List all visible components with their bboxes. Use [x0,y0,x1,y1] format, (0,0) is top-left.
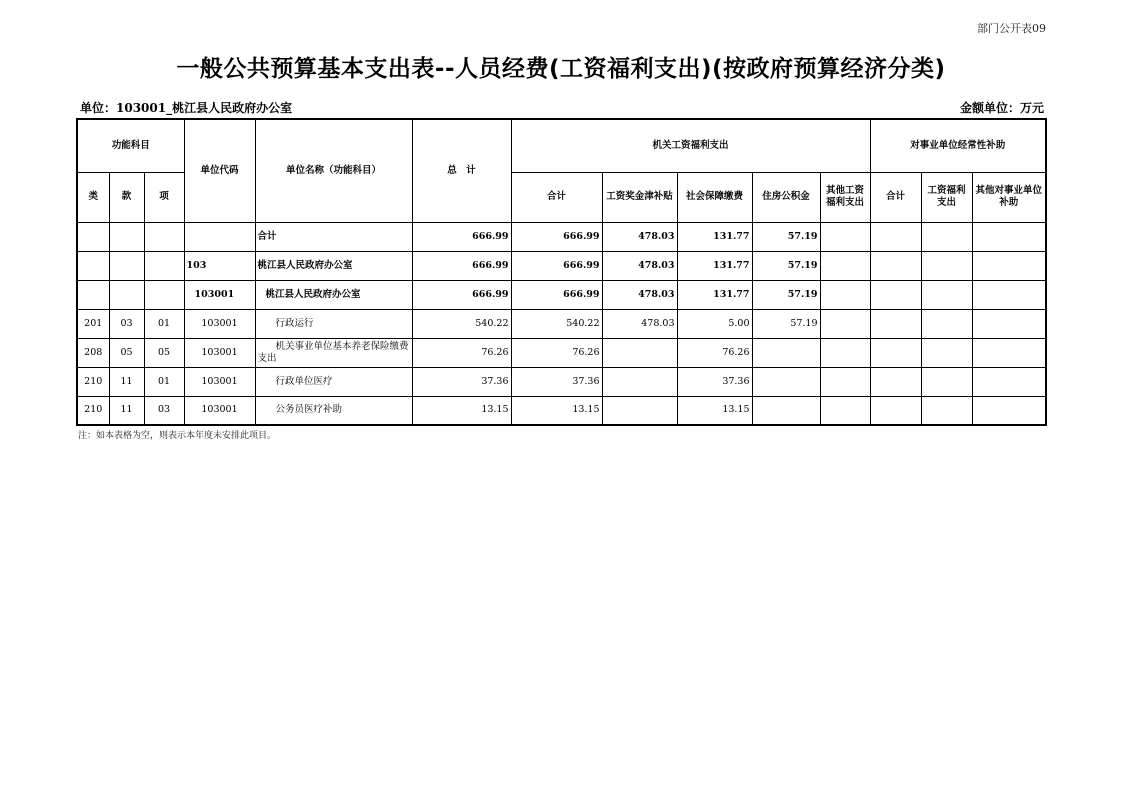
cell-gov-housing [752,367,820,396]
cell-kuan: 11 [109,396,144,425]
cell-gov-total: 666.99 [511,280,602,309]
cell-lei: 201 [77,309,109,338]
cell-inst-wage [921,309,972,338]
cell-gov-total: 666.99 [511,222,602,251]
cell-kuan [109,251,144,280]
cell-gov-housing: 57.19 [752,222,820,251]
header-inst-total: 合计 [870,172,921,222]
cell-name: 桃江县人民政府办公室 [255,280,412,309]
cell-gov-other [820,338,870,367]
cell-inst-total [870,222,921,251]
cell-kuan [109,280,144,309]
cell-code: 103001 [184,367,255,396]
header-xiang: 项 [144,172,184,222]
cell-total: 540.22 [412,309,511,338]
cell-gov-total: 540.22 [511,309,602,338]
cell-inst-wage [921,338,972,367]
cell-gov-other [820,222,870,251]
cell-gov-other [820,367,870,396]
cell-gov-wage: 478.03 [602,222,677,251]
table-row [77,338,1046,367]
header-gov-other: 其他工资福利支出 [820,172,870,222]
cell-inst-other [972,222,1046,251]
cell-inst-total [870,338,921,367]
cell-code: 103001 [184,309,255,338]
cell-gov-wage: 478.03 [602,280,677,309]
cell-name: 机关事业单位基本养老保险缴费支出 [255,338,412,367]
cell-code: 103001 [184,338,255,367]
cell-code: 103001 [184,280,255,309]
form-number-tag: 部门公开表09 [977,22,1046,35]
cell-name: 行政单位医疗 [255,367,412,396]
cell-gov-social: 5.00 [677,309,752,338]
cell-inst-other [972,338,1046,367]
table-row [77,309,1046,338]
header-gov-total: 合计 [511,172,602,222]
cell-gov-wage: 478.03 [602,309,677,338]
cell-name: 桃江县人民政府办公室 [255,251,412,280]
cell-gov-total: 76.26 [511,338,602,367]
cell-total: 666.99 [412,280,511,309]
currency-unit-label: 金额单位：万元 [959,101,1044,115]
cell-gov-other [820,396,870,425]
cell-gov-total: 666.99 [511,251,602,280]
cell-name: 行政运行 [255,309,412,338]
header-gov-housing: 住房公积金 [752,172,820,222]
page-title: 一般公共预算基本支出表--人员经费(工资福利支出)(按政府预算经济分类) [176,56,946,82]
cell-xiang: 01 [144,309,184,338]
cell-inst-wage [921,367,972,396]
cell-gov-housing: 57.19 [752,280,820,309]
cell-gov-total: 13.15 [511,396,602,425]
cell-xiang: 03 [144,396,184,425]
header-total: 总 计 [412,119,511,222]
cell-gov-housing: 57.19 [752,251,820,280]
cell-inst-other [972,280,1046,309]
cell-gov-wage [602,338,677,367]
cell-lei [77,251,109,280]
cell-kuan [109,222,144,251]
header-institution-subsidy-group: 对事业单位经常性补助 [870,119,1046,172]
cell-total: 13.15 [412,396,511,425]
cell-gov-housing [752,338,820,367]
header-unit-name: 单位名称（功能科目） [255,119,412,222]
cell-xiang: 01 [144,367,184,396]
header-unit-code: 单位代码 [184,119,255,222]
cell-kuan: 05 [109,338,144,367]
cell-inst-wage [921,280,972,309]
cell-kuan: 03 [109,309,144,338]
cell-gov-other [820,309,870,338]
cell-code [184,222,255,251]
cell-gov-wage: 478.03 [602,251,677,280]
header-kuan: 款 [109,172,144,222]
cell-xiang [144,251,184,280]
cell-total: 76.26 [412,338,511,367]
cell-gov-housing [752,396,820,425]
cell-total: 37.36 [412,367,511,396]
cell-inst-other [972,367,1046,396]
cell-inst-other [972,309,1046,338]
cell-gov-social: 13.15 [677,396,752,425]
cell-gov-social: 131.77 [677,222,752,251]
cell-total: 666.99 [412,222,511,251]
header-gov-welfare-group: 机关工资福利支出 [511,119,870,172]
table-row [77,251,1046,280]
cell-gov-wage [602,396,677,425]
cell-inst-total [870,367,921,396]
cell-inst-wage [921,251,972,280]
cell-name: 合计 [255,222,412,251]
cell-gov-social: 76.26 [677,338,752,367]
cell-inst-total [870,251,921,280]
footnote: 注：如本表格为空，则表示本年度未安排此项目。 [78,431,277,441]
header-inst-wage: 工资福利支出 [921,172,972,222]
cell-gov-other [820,251,870,280]
cell-gov-wage [602,367,677,396]
cell-inst-total [870,280,921,309]
cell-kuan: 11 [109,367,144,396]
header-lei: 类 [77,172,109,222]
cell-inst-wage [921,396,972,425]
cell-code: 103 [184,251,255,280]
budget-table [76,118,1047,426]
unit-label: 单位：103001_桃江县人民政府办公室 [80,101,293,115]
header-inst-other: 其他对事业单位补助 [972,172,1046,222]
cell-gov-social: 131.77 [677,280,752,309]
cell-inst-wage [921,222,972,251]
cell-lei [77,222,109,251]
cell-lei: 210 [77,396,109,425]
table-row [77,280,1046,309]
cell-lei [77,280,109,309]
cell-gov-social: 37.36 [677,367,752,396]
cell-inst-total [870,396,921,425]
header-gov-social: 社会保障缴费 [677,172,752,222]
cell-gov-other [820,280,870,309]
cell-lei: 208 [77,338,109,367]
cell-total: 666.99 [412,251,511,280]
cell-inst-other [972,396,1046,425]
cell-gov-total: 37.36 [511,367,602,396]
cell-inst-other [972,251,1046,280]
cell-gov-social: 131.77 [677,251,752,280]
cell-xiang [144,280,184,309]
table-row [77,222,1046,251]
cell-xiang [144,222,184,251]
table-row [77,367,1046,396]
cell-gov-housing: 57.19 [752,309,820,338]
header-func-subject: 功能科目 [77,119,184,172]
table-row [77,396,1046,425]
cell-xiang: 05 [144,338,184,367]
cell-inst-total [870,309,921,338]
cell-code: 103001 [184,396,255,425]
cell-lei: 210 [77,367,109,396]
cell-name: 公务员医疗补助 [255,396,412,425]
header-gov-wage: 工资奖金津补贴 [602,172,677,222]
